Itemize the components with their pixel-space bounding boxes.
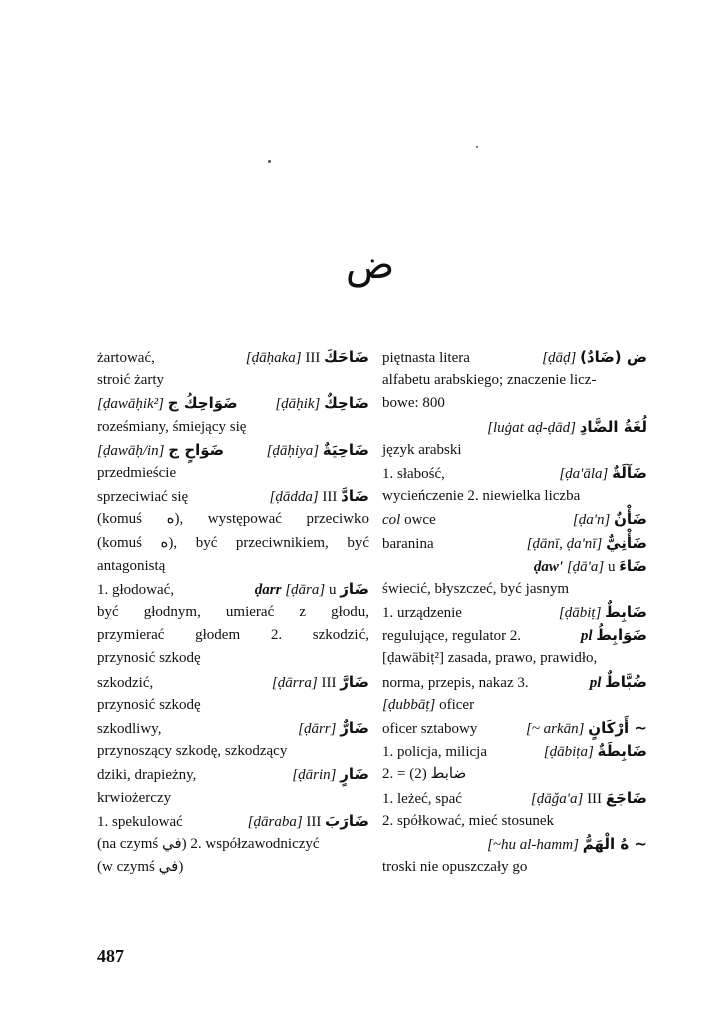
- right-line: 2. = ضابط (2): [382, 766, 467, 783]
- arabic-headword: ضَاحَكَ: [324, 348, 369, 366]
- verb-form: III: [321, 674, 341, 691]
- transliteration: [ḍābiṭ]: [558, 605, 606, 622]
- transliteration: [ḍa'n]: [572, 512, 615, 529]
- right-entry-line: [382, 671, 647, 694]
- right-entry-line: [382, 601, 647, 624]
- arabic-headword: ضَادَّ: [341, 487, 369, 506]
- right-line: bowe: 800: [382, 395, 445, 412]
- transliteration: [ḍawāḥ/in]: [97, 442, 169, 459]
- arabic-headword: ~ أَرْكَانٍ: [588, 719, 647, 737]
- verb-form: III: [306, 813, 326, 830]
- transliteration: [ḍārra]: [271, 674, 322, 691]
- right-entry-line: [382, 532, 647, 555]
- transliteration: [~hu al-hamm]: [487, 836, 583, 853]
- transliteration: [ḍāḍ]: [542, 350, 581, 366]
- entry-gloss: sprzeciwiać się: [97, 489, 189, 506]
- left-entry-line: [97, 671, 369, 694]
- arabic-headword: ضَاحِيَةٌ: [322, 440, 369, 459]
- right-line: świecić, błyszczeć, być jasnym: [382, 580, 570, 597]
- left-line: (komuś ه), występować przeciwko: [97, 511, 369, 528]
- arabic-plural: ضُبَّاطٌ: [605, 672, 647, 691]
- entry-headword: [267, 439, 369, 463]
- left-line: roześmiany, śmiejący się: [97, 418, 247, 435]
- transliteration: [ḍāra]: [285, 581, 329, 598]
- right-line: alfabetu arabskiego; znaczenie licz-: [382, 372, 597, 389]
- right-column: [382, 346, 647, 879]
- abbreviation: col: [382, 512, 401, 529]
- plural-form: [590, 671, 647, 695]
- arabic-headword: ضَأْنِيٌّ: [606, 533, 647, 552]
- arabic-plural: ضَوَاحِكُ: [183, 394, 238, 413]
- right-entry-line: [382, 346, 647, 369]
- arabic-headword: ضَآلَةٌ: [612, 463, 647, 482]
- arabic-headword: ضَأْنٌ: [614, 510, 647, 529]
- arabic-headword: ضَارَبَ: [325, 811, 369, 830]
- arabic-plural: ضَوَابِطُ: [596, 626, 647, 645]
- transliteration: [ḍa'āla]: [559, 465, 613, 482]
- verb-form: u: [607, 558, 620, 575]
- entry-headword: [246, 346, 369, 370]
- right-line: [ḍawābiṭ²] zasada, prawo, prawidło,: [382, 650, 598, 667]
- right-entry-line: [382, 787, 647, 810]
- arabic-headword: ضَاجَعَ: [605, 788, 647, 807]
- arabic-headword: ضَارَ: [340, 579, 369, 598]
- entry-gloss: oficer sztabowy: [382, 721, 478, 737]
- right-entry-line: [382, 624, 647, 647]
- right-entry-line: [382, 416, 647, 439]
- entry-gloss: col owce: [382, 512, 436, 529]
- left-line: przynosić szkodę: [97, 696, 201, 713]
- entry-gloss: 1. głodować,: [97, 581, 175, 598]
- arabic-headword: ~ هُ الْهَمُّ: [582, 834, 647, 853]
- arabic-headword: ضَارٍ: [340, 765, 369, 784]
- verb-form: u: [328, 581, 341, 598]
- entry-headword: [559, 601, 647, 625]
- right-line: język arabski: [382, 441, 462, 458]
- transliteration: [ḍubbāṭ]: [382, 696, 436, 713]
- speck: [476, 146, 478, 148]
- entry-gloss: piętnasta litera: [382, 350, 470, 366]
- entry-gloss: szkodliwy,: [97, 721, 162, 737]
- entry-headword: [255, 578, 369, 602]
- transliteration: [~ arkān]: [525, 721, 589, 737]
- right-entry-line: [382, 555, 647, 578]
- left-entry-line: [97, 485, 369, 508]
- transliteration: [ḍādda]: [269, 489, 323, 506]
- right-entry-line: [382, 462, 647, 485]
- transliteration: [ḍāḥaka]: [245, 350, 306, 366]
- left-entry-line: [97, 346, 369, 369]
- arabic-headword: ضَارَّ: [340, 672, 369, 691]
- entry-gloss: 1. urządzenie: [382, 605, 462, 622]
- entry-headword: [248, 810, 369, 834]
- plural-abbreviation: pl: [589, 674, 606, 691]
- section-heading-letter: ض: [345, 242, 395, 288]
- entry-headword: [275, 392, 369, 416]
- gloss: norma, przepis, nakaz 3.: [382, 674, 529, 691]
- entry-headword: [526, 717, 647, 741]
- left-entry-line: [97, 578, 369, 601]
- left-line: antagonistą: [97, 557, 166, 574]
- verb-form: III: [305, 350, 325, 366]
- transliteration: [ḍawāḥik²]: [97, 396, 168, 413]
- entry-headword: [298, 717, 369, 741]
- entry-gloss: żartować,: [97, 350, 155, 366]
- verb-form: III: [322, 489, 342, 506]
- entry-gloss: dziki, drapieżny,: [97, 767, 197, 784]
- plural-form: [97, 392, 238, 416]
- plural-form: [97, 439, 224, 463]
- left-line: być głodnym, umierać z głodu,: [97, 604, 369, 621]
- entry-gloss: szkodzić,: [97, 674, 154, 691]
- right-line: troski nie opuszczały go: [382, 859, 528, 876]
- right-entry-line: [382, 508, 647, 531]
- masdar: ḍaw': [533, 558, 567, 575]
- entry-headword: [527, 532, 647, 556]
- left-line: przynoszący szkodę, szkodzący: [97, 743, 288, 760]
- transliteration: [ḍānī, ḍa'nī]: [526, 535, 607, 552]
- arabic-headword: ضَارٌّ: [340, 719, 369, 737]
- entry-gloss: baranina: [382, 535, 434, 552]
- right-entry-line: [382, 740, 647, 763]
- entry-headword: [531, 787, 647, 811]
- left-column: [97, 346, 369, 879]
- arabic-headword: ضَابِطٌ: [605, 603, 647, 622]
- right-entry-line: [382, 833, 647, 856]
- left-line: przymierać głodem 2. szkodzić,: [97, 627, 369, 644]
- page-number: 487: [97, 946, 124, 966]
- right-line: 2. spółkować, mieć stosunek: [382, 812, 555, 829]
- plural-form: [581, 624, 647, 648]
- left-line: (komuś ه), być przeciwnikiem, być: [97, 534, 369, 551]
- entry-headword: [542, 346, 647, 370]
- left-entry-line: [97, 763, 369, 786]
- transliteration: [ḍāraba]: [247, 813, 307, 830]
- plural-marker: ج: [167, 394, 184, 413]
- right-line: wycieńczenie 2. niewielka liczba: [382, 488, 581, 505]
- gloss: regulujące, regulator 2.: [382, 628, 522, 645]
- arabic-plural: ضَوَاحٍ: [184, 440, 225, 459]
- right-line: [382, 694, 647, 717]
- entry-headword: [559, 462, 647, 486]
- transliteration: [ḍābiṭa]: [543, 744, 598, 761]
- arabic-headword: ضَاءَ: [619, 556, 647, 575]
- entry-headword: [544, 740, 647, 764]
- arabic-headword: ضَاحِكٌ: [324, 394, 369, 413]
- entry-gloss: 1. policja, milicja: [382, 744, 487, 761]
- transliteration: [ḍārr]: [298, 721, 341, 737]
- arabic-headword: ضَابِطَةٌ: [597, 742, 647, 761]
- entry-gloss: 1. leżeć, spać: [382, 790, 462, 807]
- arabic-headword: ض (ضَادٌ): [580, 348, 647, 366]
- left-entry-line: [97, 810, 369, 833]
- plural-marker: ج: [168, 440, 185, 459]
- left-line: (na czymś في) 2. współzawodniczyć: [97, 835, 320, 852]
- entry-headword: [269, 485, 369, 509]
- right-entry-line: [382, 717, 647, 740]
- masdar: ḍarr: [254, 581, 286, 598]
- verb-form: III: [587, 790, 606, 807]
- gloss: oficer: [435, 696, 475, 713]
- transliteration: [ḍārin]: [292, 767, 341, 784]
- entry-headword: [292, 763, 369, 787]
- transliteration: [ḍāḥik]: [275, 396, 325, 413]
- left-line: (w czymś في): [97, 859, 184, 876]
- transliteration: [luġat aḍ-ḍād]: [487, 419, 580, 436]
- left-line: przedmieście: [97, 464, 177, 481]
- arabic-headword: لُغَةُ الضَّادِ: [579, 417, 647, 436]
- transliteration: [ḍāǧa'a]: [530, 790, 588, 807]
- transliteration: [ḍāḥiya]: [266, 442, 323, 459]
- left-entry-line: [97, 439, 369, 462]
- entry-headword: [272, 671, 369, 695]
- entry-headword: [573, 508, 647, 532]
- left-entry-line: [97, 392, 369, 415]
- transliteration: [ḍā'a]: [566, 558, 608, 575]
- left-line: stroić żarty: [97, 372, 165, 389]
- speck: [268, 160, 271, 163]
- left-line: przynosić szkodę: [97, 650, 201, 667]
- plural-abbreviation: pl: [580, 628, 597, 645]
- left-entry-line: [97, 717, 369, 740]
- left-line: krwiożerczy: [97, 789, 172, 806]
- entry-gloss: 1. spekulować: [97, 813, 183, 830]
- entry-gloss: 1. słabość,: [382, 465, 445, 482]
